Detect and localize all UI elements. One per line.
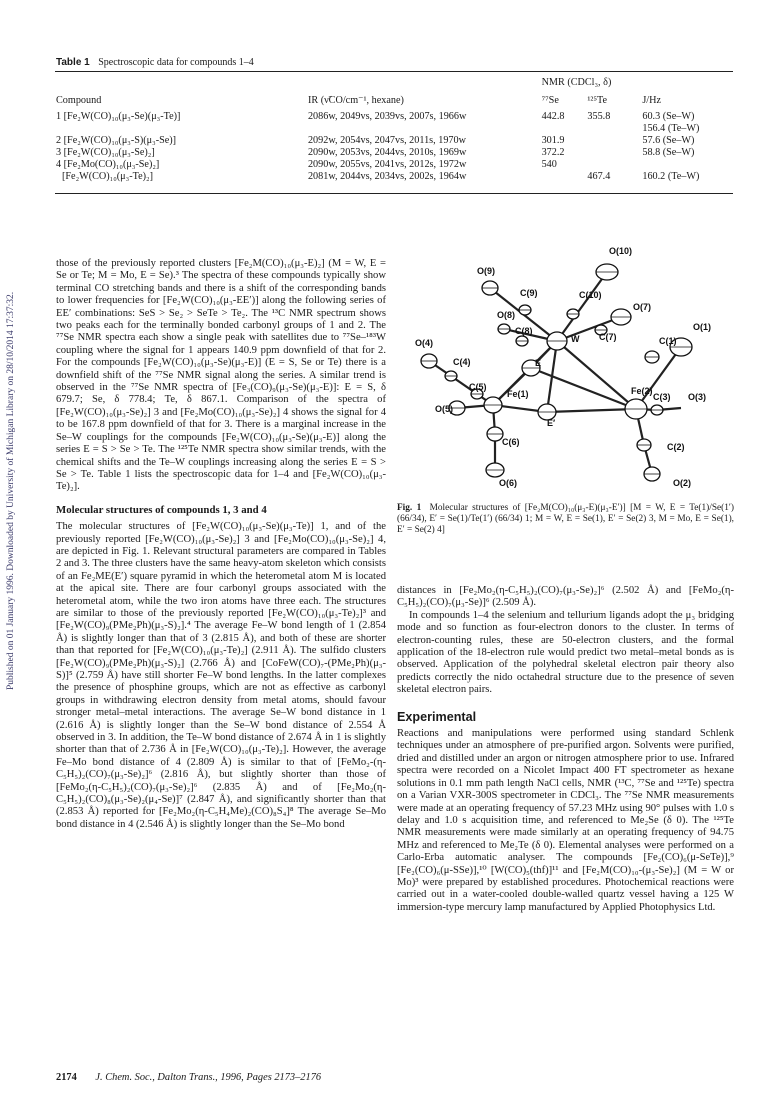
table-cell-te: [587, 159, 642, 171]
bond-line: [531, 368, 636, 409]
figure-label: Fig. 1: [397, 503, 422, 513]
bond-line: [557, 341, 636, 409]
atom-label: O(9): [477, 266, 495, 276]
spectroscopic-data-table: [56, 77, 734, 183]
atom-label: C(4): [453, 357, 471, 367]
table-title: Spectroscopic data for compounds 1–4: [98, 57, 254, 68]
table-cell-se: 301.9: [541, 135, 565, 146]
atom-label: C(9): [520, 288, 538, 298]
paragraph: In compounds 1–4 the selenium and tellurium ligands adopt the μ₃ bridging mode and so function as four-electron donors to the cluster. In terms of electron-counting rules, these are 50-electron clusters, and the formal application of the 18-electron rule would predict two metal–metal bonds as is observed. Application of the polyhedral skeletal electron pair theory also predicts correctly the nido octahedral structure due to the presence of seven skeletal electron pairs.: [397, 609, 734, 696]
left-column: [56, 258, 386, 831]
download-notice: Published on 01 January 1996. Downloaded by University of Michigan Library on 28/10/2014 17:37:32.: [6, 291, 16, 690]
table-row: [56, 147, 734, 159]
table-cell-se: 540: [541, 159, 557, 170]
atom-label: C(5): [469, 382, 487, 392]
ortep-diagram: [397, 240, 734, 490]
table-cell-ir: 2092w, 2054vs, 2047vs, 2011s, 1970w: [307, 135, 466, 146]
table-cell-te: 355.8: [587, 111, 611, 122]
atom-label: O(7): [633, 302, 651, 312]
table-cell-ir: 2090w, 2055vs, 2041vs, 2012s, 1972w: [307, 159, 467, 170]
atom-label: C(3): [653, 392, 671, 402]
col-header-ir: IR (ν̃CO/cm⁻¹, hexane): [307, 95, 404, 106]
table-cell-ir: 2086w, 2049vs, 2039vs, 2007s, 1966w: [307, 111, 467, 122]
table-cell-j: 60.3 (Se–W): [642, 111, 695, 122]
table-cell-te: [587, 147, 642, 159]
paragraph: The molecular structures of [Fe₂W(CO)₁₀(μ₃-Se)(μ₃-Te)] 1, and of the previously reported [Fe₂W(CO)₁₀(μ₃-Se)₂] 3 and [Fe₂Mo(CO)₁₀(μ₃-Se)₂] 4, are depicted in Fig. 1. Relevant structural parameters are compared in Tables 2 and 3. The three clusters have the same heavy-atom skeleton which consists of an Fe₂ME(E′) square pyramid in which the heterometal atom M is located at the apical site. There are four carbonyl groups associated with the heterometal atom, while the two iron atoms have three each. The structures are similar to those of the previously reported [Fe₂W(CO)₁₀(μ₃-Te)₂]³ and [Fe₂W(CO)₉(PMe₂Ph)(μ₃-S)₂].⁴ The average Fe–W bond length of 1 (2.854 Å) is slightly longer than that of 3 (2.815 Å), and both of these are shorter than that reported for [Fe₂W(CO)₁₀(μ₃-Te)₂] (2.911 Å). The sulfido clusters [Fe₂W(CO)₉(PMe₂Ph)(μ₃-S)₂] (2.766 Å) and [CoFeW(CO)₇-(PMe₂Ph)(μ₃-S)]⁵ (2.759 Å) have still shorter Fe–W bond lengths. In the latter complexes the presence of phosphine groups, which are not as effective as carbonyl groups in withdrawing electron density from metal atoms, should favour stronger metal–metal interactions. The average Se–W bond distance in 1 (2.616 Å) is slightly longer than the Se–W bond distance of 2.554 Å observed in 3. In addition, the Te–W bond distance of 2.674 Å in 1 is slightly shorter than that of 2.736 Å in [Fe₂W(CO)₁₀(μ₃-Te)₂]. However, the average Fe–Mo bond distance of 4 (2.809 Å) is similar to that of [FeMo₂-(η-C₅H₅)₂(CO)₇(μ₃-Se)₂]⁶ (2.816 Å), but slightly shorter than those of [FeMo₂(η-C₅H₅)₂(CO)₇(μ₃-Se)₂]⁶ (2.835 Å) and of [Fe₂Mo₂(η-C₅H₅)₂(CO)₈(μ₃-Se)₂(μ₄-Se)]⁷ (2.847 Å), and significantly shorter than that (2.853 Å) reported for [Fe₂Mo₂(η-C₅H₄Me)₂(CO)₈S₄]⁸ The average Se–Mo bond distance in 4 (2.546 Å) is slightly longer than the Se–Mo bond: [56, 521, 386, 830]
table-cell-compound: 3 [Fe₂W(CO)₁₀(μ₃-Se)₂]: [56, 147, 155, 158]
section-heading: Molecular structures of compounds 1, 3 and 4: [56, 503, 267, 516]
atom-label: O(3): [688, 392, 706, 402]
table-cell-compound: 4 [Fe₂Mo(CO)₁₀(μ₃-Se)₂]: [56, 159, 160, 170]
section-heading: Experimental: [397, 709, 477, 724]
page-number: 2174: [56, 1072, 77, 1083]
table-cell-te: [587, 123, 642, 135]
page-footer: [56, 1072, 556, 1083]
atom-label: O(6): [499, 478, 517, 488]
col-header-compound: Compound: [56, 95, 102, 106]
atom-label: O(10): [609, 246, 633, 256]
table-cell-te: 467.4: [587, 171, 611, 182]
table-cell-j: 160.2 (Te–W): [642, 171, 700, 182]
atom-label: C(7): [599, 332, 617, 342]
table-row: [56, 135, 734, 147]
table-top-rule: [55, 71, 733, 72]
atom-label: Fe(2): [631, 386, 653, 396]
table-cell-ir: 2090w, 2053vs, 2044vs, 2010s, 1969w: [307, 147, 467, 158]
right-column: [397, 585, 734, 914]
table-row: [56, 111, 734, 123]
table-cell-j: 57.6 (Se–W): [642, 135, 695, 146]
table-cell-ir: 2081w, 2044vs, 2034vs, 2002s, 1964w: [307, 171, 467, 182]
journal-citation: J. Chem. Soc., Dalton Trans., 1996, Pages 2173–2176: [95, 1072, 322, 1083]
nmr-group-header-row: [56, 77, 734, 89]
nmr-group-header: NMR (CDCl₃, δ): [541, 77, 612, 88]
atom-label: O(8): [497, 310, 515, 320]
table-cell-compound: [56, 123, 308, 135]
table-cell-j: 156.4 (Te–W): [642, 123, 700, 134]
table-label: Table 1: [56, 57, 90, 68]
atom-label: C(10): [579, 290, 602, 300]
table-cell-compound: 2 [Fe₂W(CO)₁₀(μ₃-S)(μ₃-Se)]: [56, 135, 177, 146]
table-row: [56, 159, 734, 171]
atom-label: O(1): [693, 322, 711, 332]
table-cell-se: [542, 123, 588, 135]
table-bottom-rule: [55, 193, 733, 194]
figure-caption: [397, 503, 734, 535]
col-header-j: J/Hz: [642, 95, 662, 106]
atom-label: O(5): [435, 404, 453, 414]
table-cell-ir: [308, 123, 542, 135]
figure-caption-text: Molecular structures of [Fe₂M(CO)₁₀(μ₃-E)(μ₃-E′)] [M = W, E = Te(1)/Se(1′) (66/34), E′ = Se(1)/Te(1′) (66/34) 1; M = W, E = Se(1), E′ = Se(2) 3, M = Mo, E = Se(1), E′ = Se(2) 4]: [397, 503, 734, 535]
paragraph: Reactions and manipulations were performed using standard Schlenk techniques under an atmosphere of pre-purified argon. Solvents were purified, dried and distilled under an argon or nitrogen atmosphere prior to use. Infrared spectra were recorded on a Nicolet Impact 400 FT spectrometer as hexane solutions in 0.1 mm path length NaCl cells, NMR (¹³C, ⁷⁷Se and ¹²⁵Te) spectra on a Varian VXR-300S spectrometer in CDCl₃. The ⁷⁷Se NMR measurements were made at an operating frequency of 57.23 MHz using 90° pulses with 1.0 s delay and 1.0 s acquisition time, and referenced to Me₂Se (δ 0). The ¹²⁵Te NMR measurements were made similarly at an operating frequency of 94.75 MHz and referenced to Me₂Te (δ 0). Elemental analyses were performed on a Carlo-Erba automatic analyser. The compounds [Fe₂(CO)₆(μ-SeTe)],⁹ [Fe₂(CO)₆(μ-SSe)],¹⁰ [W(CO)₅(thf)]¹¹ and [Fe₂M(CO)₁₀-(μ₃-Se)₂] (M = W or Mo)³ were prepared by established procedures. Photochemical reactions were carried out in a water-cooled double-walled quartz vessel having a 125 W immersion-type mercury lamp manufactured by Applied Photophysics Ltd.: [397, 728, 734, 913]
table-header-row: [56, 89, 734, 111]
atom-label: C(6): [502, 437, 520, 447]
table-cell-j: 58.8 (Se–W): [642, 147, 695, 158]
atom-label: E: [535, 358, 542, 368]
table-cell-se: 442.8: [541, 111, 565, 122]
atom-label: W: [571, 334, 580, 344]
table-row: [56, 171, 734, 183]
atom-label: O(4): [415, 338, 433, 348]
table-cell-j: [642, 159, 734, 171]
atom-label: C(8): [515, 326, 533, 336]
col-header-se: ⁷⁷Se: [541, 95, 559, 106]
molecular-structure-figure: [397, 240, 734, 490]
table-cell-se: 372.2: [541, 147, 565, 158]
table-cell-compound: [Fe₂W(CO)₁₀(μ₃-Te)₂]: [62, 171, 153, 182]
atom-label: Fe(1): [507, 389, 529, 399]
paragraph: distances in [Fe₂Mo₂(η-C₅H₅)₂(CO)₇(μ₃-Se)₂]⁶ (2.502 Å) and [FeMo₂(η-C₅H₅)₂(CO)₇(μ₃-Se)]⁶ (2.509 Å).: [397, 585, 734, 609]
atom-label: C(1): [659, 336, 677, 346]
atom-label: C(2): [667, 442, 685, 452]
table-caption: [56, 57, 736, 68]
paragraph: those of the previously reported clusters [Fe₂M(CO)₁₀(μ₃-E)₂] (M = W, E = Se or Te; M = Mo, E = Se).³ The spectra of these compounds typically show terminal CO stretching bands and there is a shift of the corresponding bands to lower frequencies for [Fe₂W(CO)₁₀(μ₃-EE′)] along the following series of EE′ combinations: SeS > Se₂ > SeTe > Te₂. The ¹³C NMR spectrum shows two peaks each for the terminally bonded carbonyl groups of 1 and 2. The ⁷⁷Se NMR spectra each show a single peak with satellites due to ⁷⁷Se–¹⁸³W coupling where the signal for 1 appears 140.9 ppm downfield of that for 2. For the compounds [Fe₂W(CO)₁₀(μ₃-Se)(μ₃-E)] (E = S, Se or Te) there is a downfield shift of the ⁷⁷Se NMR signal along the series. A similar trend is observed in the ⁷⁷Se NMR spectra of [Fe₃(CO)₉(μ₃-Se)(μ₃-E)]: E = S, δ 679.7; Se, δ 778.4; Te, δ 867.1. Comparison of the spectra of [Fe₂W(CO)₁₀(μ₃-Se)₂] 3 and [Fe₂Mo(CO)₁₀(μ₃-Se)₂] 4 shows the signal for 4 to be 167.8 ppm downfield of that for 3. There is a marginal increase in the Se–W couplings for the compounds [Fe₂W(CO)₁₀(μ₃-Se)(μ₃-E)] along the series E = S > Se > Te. The ¹²⁵Te NMR spectra show similar trends, with the chemical shifts and the Te–W couplings increasing along the series E = S > Se > Te. Table 1 lists the spectroscopic data for 1–4 and [Fe₂W(CO)₁₀(μ₃-Te)₂].: [56, 258, 386, 493]
col-header-te: ¹²⁵Te: [587, 95, 608, 106]
atom-label: E′: [547, 418, 556, 428]
table-row: [56, 123, 734, 135]
table-cell-compound: 1 [Fe₂W(CO)₁₀(μ₃-Se)(μ₃-Te)]: [56, 111, 181, 122]
table-cell-te: [587, 135, 642, 147]
atom-label: O(2): [673, 478, 691, 488]
table-cell-se: [542, 171, 588, 183]
bond-line: [547, 409, 636, 412]
